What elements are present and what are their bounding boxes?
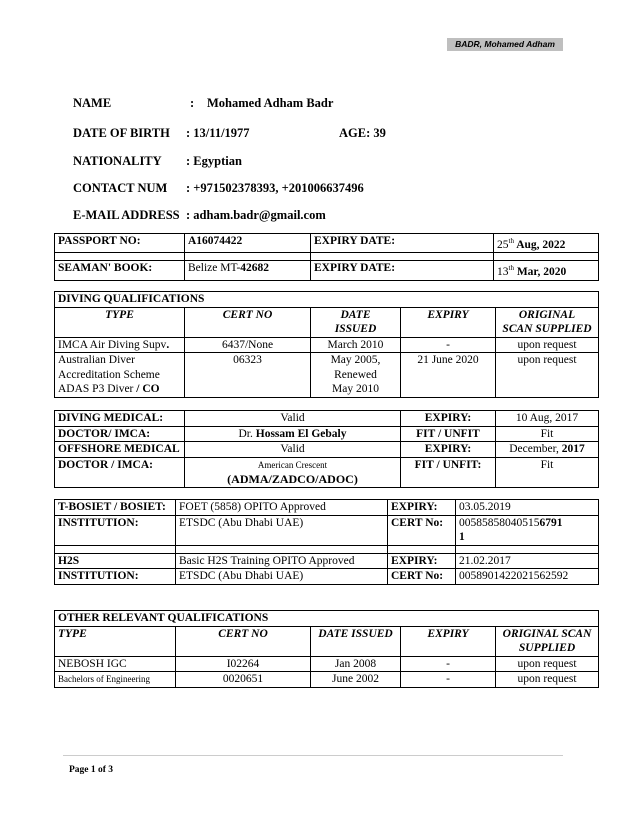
medical-r1-label: DIVING MEDICAL: [55,411,185,427]
seaman-expiry-day: 13 [497,266,509,279]
other-row1-orig: upon request [496,656,599,672]
diving-row2-expiry: 21 June 2020 [401,353,496,398]
diving-row2-type3 [58,382,181,397]
passport-expiry [494,234,599,253]
passport-label: PASSPORT NO: [55,234,185,253]
medical-r4-value [185,457,401,487]
medical-r4-value-big: (ADMA/ZADCO/ADOC) [227,472,358,486]
medical-r3-v-a: December, [509,443,562,455]
diving-row1-date: March 2010 [311,337,401,353]
diving-header-type: TYPE [55,307,185,337]
diving-header-expiry: EXPIRY [401,307,496,337]
diving-row1-type-dot: . [166,338,170,351]
seaman-expiry-sup: th [508,264,514,273]
diving-title: DIVING QUALIFICATIONS [55,292,599,308]
other-title: OTHER RELEVANT QUALIFICATIONS [55,611,599,627]
bosiet-r3-label: H2S [55,553,176,569]
diving-header-orig1: ORIGINAL [518,308,576,321]
bosiet-r2-label: INSTITUTION: [55,515,176,545]
seaman-expiry-label: EXPIRY DATE: [311,261,494,280]
diving-header-cert: CERT NO [185,307,311,337]
other-row2-type: Bachelors of Engineering [55,672,176,688]
diving-header-orig2: SCAN SUPPLIED [502,323,592,335]
other-header-type: TYPE [55,626,176,656]
diving-header-date2: ISSUED [334,323,377,335]
bosiet-r4-v: 0058901422021562592 [456,569,599,585]
medical-r2-value-a: Dr. [238,427,256,440]
bosiet-r2-k: CERT No: [388,515,456,545]
diving-row2-date [311,353,401,398]
diving-row1-type-text: IMCA Air Diving Supv [58,338,167,351]
bosiet-r1-value: FOET (5858) OPITO Approved [176,500,388,516]
bosiet-r2-v [456,515,599,545]
seaman-book [185,261,311,280]
contact-label: CONTACT NUM [73,181,168,195]
bosiet-r2-value: ETSDC (Abu Dhabi UAE) [176,515,388,545]
bosiet-r3-value: Basic H2S Training OPITO Approved [176,553,388,569]
diving-header-orig [496,307,599,337]
other-header-orig2: SUPPLIED [518,642,576,654]
name-label: NAME [73,96,112,110]
diving-row2-type [55,353,185,398]
bosiet-r4-value: ETSDC (Abu Dhabi UAE) [176,569,388,585]
bosiet-r2-v1b: 6791 [539,516,563,529]
bosiet-r1-label: T-BOSIET / BOSIET: [55,500,176,516]
diving-table [54,291,599,398]
seaman-expiry [494,261,599,280]
diving-row2-date1: May 2005, [330,354,381,366]
diving-header-date1: DATE [340,308,371,321]
medical-r2-label: DOCTOR/ IMCA: [55,426,185,442]
name-value: Mohamed Adham Badr [207,96,334,110]
medical-r3-v-b: 2017 [561,443,585,455]
diving-row2-type3b: / CO [136,383,160,395]
other-header-expiry: EXPIRY [401,626,496,656]
diving-header-date [311,307,401,337]
medical-r1-v: 10 Aug, 2017 [496,411,599,427]
other-row1-cert: I02264 [176,656,311,672]
bosiet-r3-k: EXPIRY: [388,553,456,569]
medical-r4-v: Fit [496,457,599,487]
other-row2-cert: 0020651 [176,672,311,688]
passport-expiry-label: EXPIRY DATE: [311,234,494,253]
other-row1-date: Jan 2008 [311,656,401,672]
age-value: AGE: 39 [339,126,386,140]
medical-r3-k: EXPIRY: [401,442,496,458]
medical-r4-label: DOCTOR / IMCA: [55,457,185,487]
passport-number: A16074422 [185,234,311,253]
email-value: : adham.badr@gmail.com [186,208,326,222]
medical-r2-k: FIT / UNFIT [401,426,496,442]
other-header-orig [496,626,599,656]
seaman-prefix: Belize MT- [188,262,241,275]
bosiet-r2-v1: 00585858040515 [459,516,540,529]
seaman-label: SEAMAN' BOOK: [55,261,185,280]
passport-table [54,233,599,281]
diving-row2-date2: Renewed [334,368,377,381]
medical-r3-label: OFFSHORE MEDICAL [55,442,185,458]
name-sep: : [190,96,195,110]
bosiet-r1-k: EXPIRY: [388,500,456,516]
bosiet-r4-k: CERT No: [388,569,456,585]
header-name: BADR, Mohamed Adham [447,38,563,51]
passport-expiry-rest: Aug, 2022 [513,238,566,251]
dob-label: DATE OF BIRTH [73,126,170,140]
diving-row2-date3: May 2010 [332,383,379,395]
medical-table [54,410,599,488]
medical-r2-value-b: Hossam El Gebaly [255,427,347,440]
diving-row2-type1: Australian Diver [58,354,135,366]
other-row2-date: June 2002 [311,672,401,688]
medical-r2-v: Fit [496,426,599,442]
other-row2-expiry: - [401,672,496,688]
email-label: E-MAIL ADDRESS [73,208,180,222]
diving-row1-type [55,337,185,353]
table-row [55,337,599,353]
seaman-number: 42682 [240,262,270,275]
nationality-label: NATIONALITY [73,154,162,168]
dob-value: : 13/11/1977 [186,126,250,140]
diving-row1-expiry: - [401,337,496,353]
other-row1-type: NEBOSH IGC [55,656,176,672]
nationality-value: : Egyptian [186,154,242,168]
medical-r1-k: EXPIRY: [401,411,496,427]
other-row1-expiry: - [401,656,496,672]
medical-r3-value: Valid [185,442,401,458]
diving-row1-cert: 6437/None [185,337,311,353]
other-table [54,610,599,688]
diving-row2-orig: upon request [496,353,599,398]
page-number: Page 1 of 3 [69,765,114,775]
footer-divider [63,755,563,756]
table-row [55,672,599,688]
medical-r1-value: Valid [185,411,401,427]
table-row [55,656,599,672]
other-header-cert: CERT NO [176,626,311,656]
seaman-expiry-rest: Mar, 2020 [513,266,567,279]
table-row [55,353,599,398]
medical-r3-v [496,442,599,458]
diving-row2-cert: 06323 [185,353,311,398]
diving-row2-type2: Accreditation Scheme [58,368,160,381]
medical-r4-value-small: American Crescent [257,459,328,470]
contact-value: : +971502378393, +201006637496 [186,181,364,195]
bosiet-r3-v: 21.02.2017 [456,553,599,569]
bosiet-r1-v: 03.05.2019 [456,500,599,516]
other-header-date: DATE ISSUED [311,626,401,656]
bosiet-table [54,499,599,585]
passport-expiry-sup: th [508,237,514,245]
diving-row1-orig: upon request [496,337,599,353]
other-header-orig1: ORIGINAL SCAN [502,627,592,640]
bosiet-r4-label: INSTITUTION: [55,569,176,585]
bosiet-r2-v2: 1 [459,531,465,543]
passport-expiry-day: 25 [497,238,509,251]
other-row2-orig: upon request [496,672,599,688]
medical-r4-k: FIT / UNFIT: [401,457,496,487]
medical-r2-value [185,426,401,442]
diving-row2-type3a: ADAS P3 Diver [58,383,137,395]
